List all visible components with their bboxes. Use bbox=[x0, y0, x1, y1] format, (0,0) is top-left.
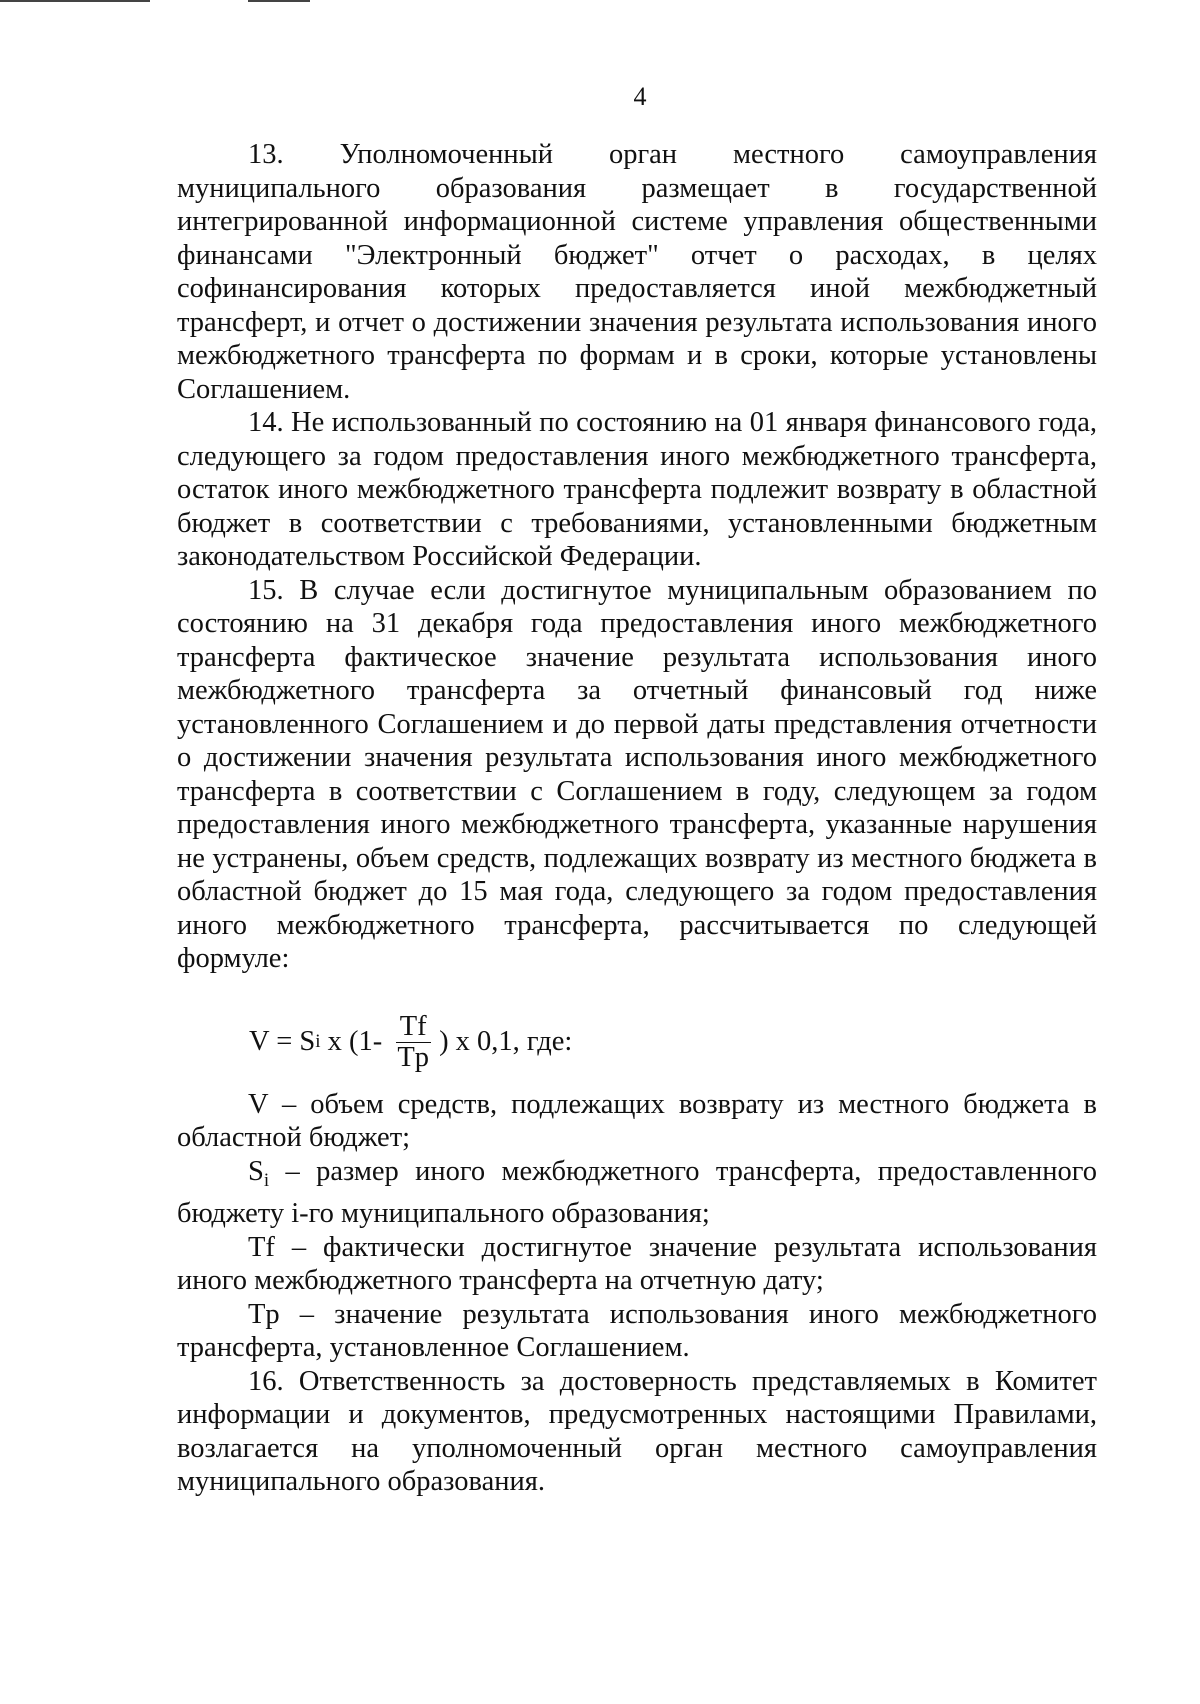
fraction-denominator: Tp bbox=[397, 1041, 430, 1073]
definition-s-symbol: S bbox=[248, 1155, 264, 1187]
definition-tp: Tp – значение результата использования иного межбюджетного трансферта, установленное Соглашением. bbox=[177, 1298, 1097, 1363]
formula-fraction bbox=[393, 1012, 433, 1073]
paragraph-13: 13. Уполномоченный орган местного самоуправления муниципального образования размещает в государственной интегрированной информационной системе управления общественными финансами "Электронный бюджет" отчет о расходах, в целях софинансирования которых предоставляется иной межбюджетный трансферт, и отчет о достижении значения результата использования иного межбюджетного трансферта по формам и в сроки, которые установлены Соглашением. bbox=[177, 139, 1097, 405]
scan-edge-line bbox=[0, 0, 150, 2]
formula-subscript: i bbox=[315, 1031, 321, 1053]
formula-expression bbox=[249, 1012, 572, 1073]
formula bbox=[177, 976, 1097, 1088]
definition-s bbox=[177, 1155, 1097, 1231]
formula-lhs: V = S bbox=[249, 1026, 316, 1058]
formula-tail: ) x 0,1, где: bbox=[439, 1026, 573, 1058]
formula-mid: x (1- bbox=[320, 1026, 390, 1058]
definition-tf: Tf – фактически достигнутое значение результата использования иного межбюджетного трансферта на отчетную дату; bbox=[177, 1231, 1097, 1296]
page-number: 4 bbox=[633, 82, 647, 111]
definition-s-text: – размер иного межбюджетного трансферта, предоставленного бюджету i-го муниципального образования; bbox=[177, 1155, 1097, 1229]
document-body bbox=[177, 138, 1097, 1499]
fraction-numerator: Tf bbox=[396, 1012, 431, 1043]
paragraph-14: 14. Не использованный по состоянию на 01 января финансового года, следующего за годом предоставления иного межбюджетного трансферта, остаток иного межбюджетного трансферта подлежит возврату в областной бюджет в соответствии с требованиями, установленными бюджетным законодательством Российской Федерации. bbox=[177, 407, 1097, 572]
paragraph-15: 15. В случае если достигнутое муниципальным образованием по состоянию на 31 декабря года предоставления иного межбюджетного трансферта фактическое значение результата использования иного межбюджетного трансферта за отчетный финансовый год ниже установленного Соглашением и до первой даты представления отчетности о достижении значения результата использования иного межбюджетного трансферта в соответствии с Соглашением в году, следующем за годом предоставления иного межбюджетного трансферта, указанные нарушения не устранены, объем средств, подлежащих возврату из местного бюджета в областной бюджет до 15 мая года, следующего за годом предоставления иного межбюджетного трансферта, рассчитывается по следующей формуле: bbox=[177, 574, 1097, 974]
definition-v: V – объем средств, подлежащих возврату из местного бюджета в областной бюджет; bbox=[177, 1088, 1097, 1153]
paragraph-16: 16. Ответственность за достоверность представляемых в Комитет информации и документов, предусмотренных настоящими Правилами, возлагается на уполномоченный орган местного самоуправления муниципального образования. bbox=[177, 1365, 1097, 1497]
definition-s-subscript: i bbox=[263, 1169, 270, 1191]
scan-edge-line bbox=[248, 0, 310, 2]
